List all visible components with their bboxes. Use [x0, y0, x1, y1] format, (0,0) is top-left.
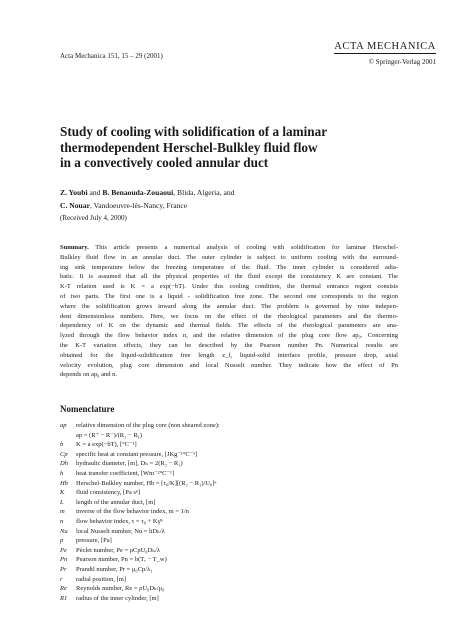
summary-abstract: [60, 243, 398, 380]
nomenclature-definition: relative dimension of the plug core (non sheared zone):: [76, 422, 220, 429]
nomenclature-row: [60, 440, 400, 450]
journal-reference: Acta Mechanica 151, 15 – 29 (2001): [60, 52, 163, 60]
nomenclature-definition: Prandtl number, Pr = μ₀Cp/λ₁: [76, 565, 153, 573]
nomenclature-symbol: m: [60, 508, 65, 516]
author-affiliation: , Vandoeuvre-lès-Nancy, France: [89, 200, 188, 210]
nomenclature-definition: radius of the inner cylinder, [m]: [76, 594, 159, 602]
summary-line: batic. It is assumed that all the physical properties of the fluid except the consistency K are constant. The: [60, 273, 398, 281]
copyright-notice: © Springer-Verlag 2001: [368, 58, 436, 66]
summary-line: velocity evolution, plug core dimension and local Nusselt number. They indicate how the effect of Pn: [60, 361, 398, 369]
nomenclature-row: [60, 498, 400, 508]
nomenclature-row: [60, 431, 400, 441]
nomenclature-symbol: n: [60, 517, 64, 525]
nomenclature-row: [60, 517, 400, 527]
nomenclature-row: [60, 546, 400, 556]
nomenclature-row: [60, 479, 400, 489]
nomenclature-definition: Reynolds number, Re = ρU₀Dₕ/μ₀: [76, 585, 165, 593]
nomenclature-symbol: ap: [60, 422, 67, 429]
author-block: [60, 187, 234, 212]
nomenclature-definition: length of the annular duct, [m]: [76, 498, 156, 506]
summary-line: dent dimensionless numbers. Here, we focus on the effect of the rheological parameters and the thermo-: [60, 312, 398, 320]
author-affiliation: , Blida, Algeria, and: [173, 188, 235, 197]
nomenclature-row: [60, 469, 400, 479]
nomenclature-symbol: b: [60, 441, 64, 449]
title-line: in a convectively cooled annular duct: [60, 155, 269, 170]
summary-line: depends on ap₀ and n.: [60, 371, 117, 379]
title-line: thermodependent Herschel-Bulkley fluid flow: [60, 139, 318, 155]
summary-line: where the solidification grows inward along the annular duct. The problem is governed by nine indepen-: [60, 302, 398, 310]
author-line: [60, 200, 234, 213]
nomenclature-definition: Herschel-Bulkley number, Hb = [τ₀/K][(R₂ − R₁)/U₀]ⁿ: [76, 479, 217, 487]
nomenclature-row: [60, 575, 400, 585]
nomenclature-heading: Nomenclature: [60, 404, 115, 414]
nomenclature-symbol: Pe: [60, 546, 67, 554]
nomenclature-row: [60, 565, 400, 575]
summary-line: Summary. This article presents a numerical analysis of cooling with solidification for laminar Herschel-: [60, 244, 398, 251]
summary-line: ing sink temperature below the freezing temperature of the fluid. The inner cylinder is considered adia-: [60, 263, 398, 271]
summary-line: dependency of K on the dynamic and thermal fields. The effects of the rheological parameters are ana-: [60, 322, 398, 330]
summary-line: of two parts. The first one is a liquid - solidification free zone. The second one corresponds to the region: [60, 292, 398, 300]
nomenclature-symbol: L: [60, 498, 64, 506]
nomenclature-symbol: p: [60, 537, 64, 545]
nomenclature-symbol: Pr: [60, 565, 67, 573]
nomenclature-definition: fluid consistency, [Pa sⁿ]: [76, 489, 141, 497]
nomenclature-symbol: Dh: [60, 460, 68, 468]
nomenclature-row: [60, 555, 400, 565]
author-connector: and: [87, 188, 103, 197]
nomenclature-list: [60, 421, 400, 603]
nomenclature-definition: Péclet number, Pe = ρCpU₀Dₕ/λ: [76, 546, 161, 554]
summary-line: Bulkley fluid flow in an annular duct. The outer cylinder is subject to uniform cooling with the surround-: [60, 253, 398, 261]
paper-title: [60, 124, 380, 171]
nomenclature-symbol: Pn: [60, 556, 68, 564]
summary-label: Summary.: [60, 244, 89, 251]
summary-line: obtained for the liquid-solidification free length z_f, liquid-solid interface profile, pressure drop, axial: [60, 351, 398, 359]
nomenclature-row: [60, 488, 400, 498]
nomenclature-row: [60, 584, 400, 594]
nomenclature-symbol: h: [60, 469, 64, 477]
author-name: Z. Youbi: [60, 188, 88, 197]
nomenclature-definition: ap = (R⁺ − R⁻)/(R₂ − R₁): [76, 431, 143, 439]
nomenclature-row: [60, 527, 400, 537]
author-name: C. Nouar: [60, 200, 90, 210]
nomenclature-symbol: [60, 431, 76, 441]
summary-line: K-T relation used is K = a exp(−bT). Under this cooling condition, the thermal entrance region consists: [60, 283, 398, 291]
nomenclature-definition: specific heat at constant pressure, [JKg⁻¹°C⁻¹]: [76, 450, 198, 458]
nomenclature-definition: inverse of the flow behavior index, m = 1/n: [76, 508, 189, 516]
nomenclature-definition: K = a exp(−bT), [°C⁻¹]: [76, 441, 137, 449]
nomenclature-symbol: Hb: [60, 479, 68, 487]
nomenclature-symbol: r: [60, 575, 63, 583]
nomenclature-definition: flow behavior index, τ = τ₀ + Kγ̇ⁿ: [76, 517, 163, 525]
nomenclature-definition: pressure, [Pa]: [76, 537, 112, 545]
nomenclature-row: [60, 536, 400, 546]
journal-name: ACTA MECHANICA: [334, 41, 436, 52]
nomenclature-symbol: Cp: [60, 450, 68, 458]
nomenclature-definition: hydraulic diameter, [m], Dₕ = 2(R₂ − R₁): [76, 460, 183, 468]
nomenclature-row: [60, 450, 400, 460]
author-line: [60, 187, 234, 200]
nomenclature-symbol: Re: [60, 585, 67, 593]
summary-line: the K-T variation effects, they can be described by the Pearson number Pn. Numerical results are: [60, 341, 398, 349]
nomenclature-definition: local Nusselt number, Nu = hDₕ/λ: [76, 527, 165, 535]
received-date: (Received July 4, 2000): [60, 214, 127, 222]
nomenclature-symbol: R1: [60, 594, 68, 602]
nomenclature-row: [60, 594, 400, 604]
author-name: B. Benaouda-Zouaoui: [102, 188, 174, 197]
summary-line: lyzed through the flow behavior index n, and the relative dimension of the plug core flow ap₀. Concerning: [60, 332, 398, 340]
nomenclature-definition: Pearson number, Pn = b(Tₑ − T_w): [76, 556, 167, 564]
nomenclature-symbol: K: [60, 489, 65, 497]
nomenclature-row: [60, 507, 400, 517]
nomenclature-definition: radial position, [m]: [76, 575, 127, 583]
nomenclature-row: [60, 459, 400, 469]
nomenclature-symbol: Nu: [60, 527, 68, 535]
nomenclature-definition: heat transfer coefficient, [Wm⁻²°C⁻¹]: [76, 469, 175, 477]
nomenclature-row: [60, 421, 400, 431]
title-line: Study of cooling with solidification of a laminar: [60, 124, 328, 139]
